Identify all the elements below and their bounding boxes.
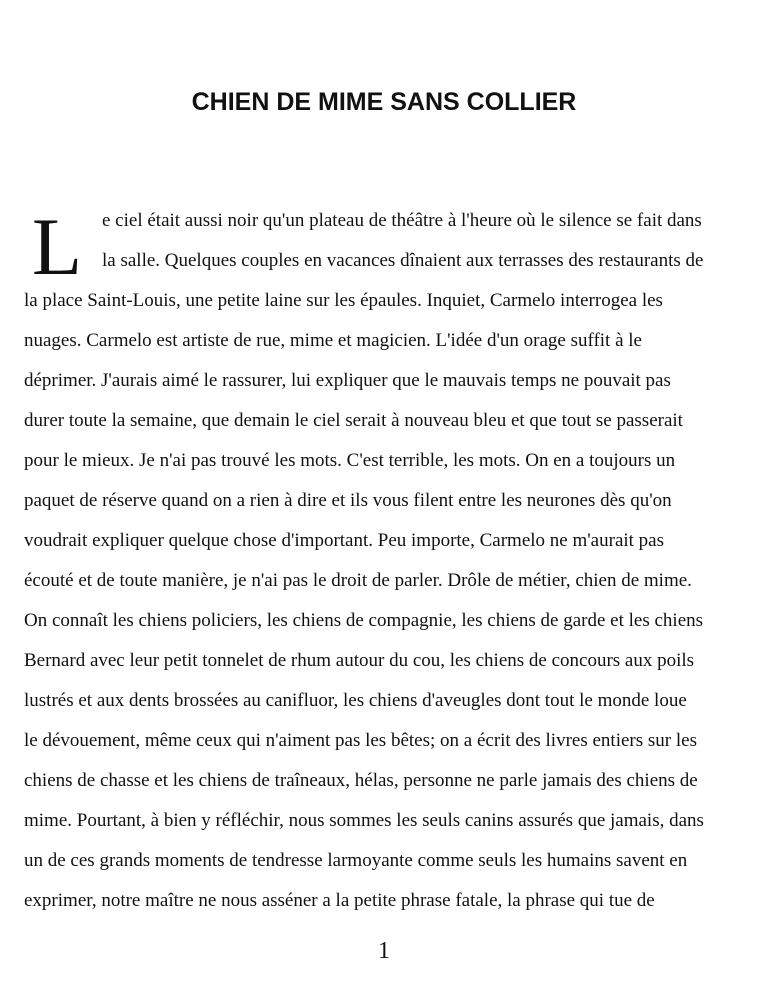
text-line: Bernard avec leur petit tonnelet de rhum autour du cou, les chiens de concours aux poils bbox=[24, 650, 695, 671]
text-line: durer toute la semaine, que demain le ciel serait à nouveau bleu et que tout se passerait bbox=[24, 410, 683, 431]
text-line: voudrait expliquer quelque chose d'important. Peu importe, Carmelo ne m'aurait pas bbox=[24, 530, 665, 551]
text-line: un de ces grands moments de tendresse larmoyante comme seuls les humains savent en bbox=[24, 850, 688, 871]
page-title: CHIEN DE MIME SANS COLLIER bbox=[191, 88, 577, 116]
text-line: mime. Pourtant, à bien y réfléchir, nous sommes les seuls canins assurés que jamais, dans bbox=[24, 810, 704, 831]
text-line: paquet de réserve quand on a rien à dire et ils vous filent entre les neurones dès qu'on bbox=[24, 490, 672, 511]
text-line: écouté et de toute manière, je n'ai pas le droit de parler. Drôle de métier, chien de mime. bbox=[24, 570, 692, 591]
text-line: la place Saint-Louis, une petite laine sur les épaules. Inquiet, Carmelo interrogea les bbox=[24, 290, 663, 311]
text-line: pour le mieux. Je n'ai pas trouvé les mots. C'est terrible, les mots. On en a toujours un bbox=[24, 450, 676, 471]
text-line: lustrés et aux dents brossées au canifluor, les chiens d'aveugles dont tout le monde loue bbox=[24, 690, 687, 711]
drop-cap: L bbox=[32, 201, 83, 292]
text-line: le dévouement, même ceux qui n'aiment pas les bêtes; on a écrit des livres entiers sur les bbox=[24, 730, 697, 751]
text-line: e ciel était aussi noir qu'un plateau de théâtre à l'heure où le silence se fait dans bbox=[102, 210, 702, 231]
text-line: la salle. Quelques couples en vacances dînaient aux terrasses des restaurants de bbox=[102, 250, 704, 271]
page-number: 1 bbox=[378, 938, 390, 964]
text-line: chiens de chasse et les chiens de traîneaux, hélas, personne ne parle jamais des chiens de bbox=[24, 770, 698, 791]
text-line: nuages. Carmelo est artiste de rue, mime et magicien. L'idée d'un orage suffit à le bbox=[24, 330, 642, 351]
text-line: On connaît les chiens policiers, les chiens de compagnie, les chiens de garde et les chiens bbox=[24, 610, 704, 631]
text-line: exprimer, notre maître ne nous asséner a la petite phrase fatale, la phrase qui tue de bbox=[24, 890, 655, 911]
text-line: déprimer. J'aurais aimé le rassurer, lui expliquer que le mauvais temps ne pouvait pas bbox=[24, 370, 671, 391]
